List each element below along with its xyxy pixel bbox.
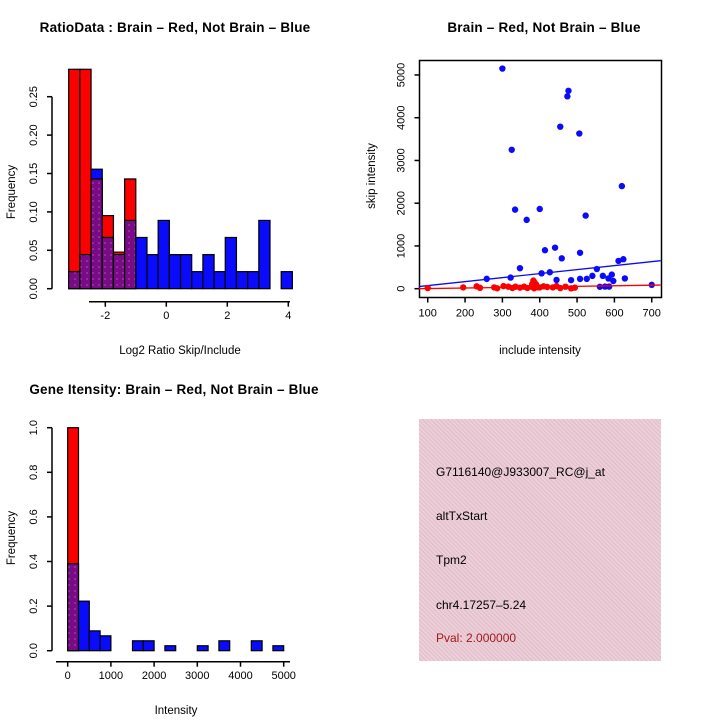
gene-hist-title: Gene Itensity: Brain – Red, Not Brain – Blue: [29, 382, 319, 397]
plot-box: [420, 61, 662, 298]
hist-bar: [251, 641, 262, 651]
blue-data-point: [557, 123, 563, 129]
blue-data-point: [589, 273, 595, 279]
gene-intensity-histogram: [28, 420, 296, 682]
blue-data-point: [559, 255, 565, 261]
ratio-hist-title: RatioData : Brain – Red, Not Brain – Blue: [39, 20, 311, 35]
tick-label: 0.10: [28, 201, 40, 223]
blue-data-point: [499, 65, 505, 71]
scatter-xlabel: include intensity: [499, 345, 581, 357]
tick-label: 0.2: [28, 598, 40, 614]
blue-data-point: [564, 93, 570, 99]
hist-bar: [165, 646, 176, 651]
tick-label: 0.4: [28, 553, 40, 570]
tick-label: 200: [455, 307, 475, 320]
hist-bar: [158, 220, 169, 288]
ratio-hist-ylabel: Frequency: [6, 164, 18, 220]
blue-data-point: [537, 206, 543, 212]
tick-label: 3000: [185, 670, 210, 683]
intensity-scatter: [396, 61, 662, 320]
blue-data-point: [576, 130, 582, 136]
red-data-point: [494, 285, 500, 291]
gene-hist-ylabel: Frequency: [6, 510, 18, 566]
tick-label: 500: [567, 307, 587, 320]
hist-bar: [147, 255, 158, 289]
probe-id-text: G7116140@J933007_RC@j_at: [436, 465, 605, 479]
tick-label: 5000: [271, 670, 296, 683]
blue-data-point: [600, 273, 606, 279]
tick-label: 0.8: [28, 464, 40, 480]
hist-bar: [181, 255, 192, 289]
tick-label: 4000: [395, 105, 408, 130]
hist-bar-overlap: [125, 220, 136, 288]
tick-label: 1000: [395, 233, 408, 259]
blue-data-point: [622, 275, 628, 281]
blue-data-point: [609, 271, 615, 277]
location-text: chr4.17257–5.24: [436, 598, 527, 612]
tick-label: 400: [530, 307, 549, 320]
tick-label: 0.6: [28, 509, 40, 525]
hist-bar: [281, 272, 292, 289]
blue-data-point: [584, 276, 590, 282]
tick-label: 2000: [141, 670, 167, 683]
tick-label: 1000: [98, 670, 124, 683]
blue-data-point: [538, 270, 544, 276]
tick-label: 0: [395, 285, 408, 292]
blue-data-point: [553, 277, 559, 283]
blue-data-point: [610, 278, 616, 284]
hist-bar: [203, 255, 214, 289]
scatter-title: Brain – Red, Not Brain – Blue: [447, 20, 641, 35]
blue-data-point: [577, 276, 583, 282]
tick-label: 5000: [395, 62, 408, 88]
red-data-point: [460, 284, 466, 290]
hist-bar: [192, 272, 203, 289]
gene-info-panel: [419, 419, 661, 661]
hist-bar: [133, 641, 144, 651]
hist-bar: [69, 69, 80, 288]
hist-bar-overlap: [91, 179, 102, 289]
blue-data-point: [597, 284, 603, 290]
hist-bar: [259, 220, 270, 288]
ratio-histogram: [28, 69, 292, 322]
blue-data-point: [517, 265, 523, 271]
blue-data-point: [507, 274, 513, 280]
tick-label: 4: [285, 310, 292, 323]
tick-label: 0.15: [28, 162, 40, 185]
blue-data-point: [509, 147, 515, 153]
hist-bar-overlap: [113, 255, 124, 289]
tick-label: 100: [418, 307, 437, 320]
tick-label: 600: [605, 307, 624, 320]
tick-label: 2000: [395, 190, 408, 216]
tick-label: 0.20: [28, 124, 40, 146]
tick-label: -2: [100, 310, 111, 323]
hist-bar: [100, 636, 111, 651]
blue-data-point: [523, 217, 529, 223]
red-data-point: [544, 284, 550, 290]
tick-label: 4000: [228, 670, 253, 683]
blue-data-point: [606, 283, 612, 289]
event-type-text: altTxStart: [436, 509, 488, 523]
hist-bar: [89, 631, 100, 651]
red-data-point: [572, 284, 578, 290]
blue-data-point: [552, 244, 558, 250]
ratio-hist-xlabel: Log2 Ratio Skip/Include: [119, 345, 241, 357]
pvalue-text: Pval: 2.000000: [436, 631, 517, 645]
gene-hist-xlabel: Intensity: [154, 705, 198, 717]
hist-bar: [143, 641, 154, 651]
blue-data-point: [512, 206, 518, 212]
blue-data-point: [577, 250, 583, 256]
hist-bar: [79, 601, 90, 651]
scatter-ylabel: skip intensity: [366, 143, 378, 209]
blue-data-point: [568, 277, 574, 283]
hist-bar: [136, 237, 147, 288]
tick-label: 700: [642, 307, 661, 320]
tick-label: 0.05: [28, 239, 40, 262]
hist-bar: [236, 272, 247, 289]
tick-label: 1.0: [28, 420, 40, 436]
blue-data-point: [594, 266, 600, 272]
hist-bar: [273, 646, 284, 651]
hist-bar-overlap: [102, 237, 113, 288]
tick-label: 0: [64, 670, 71, 683]
blue-data-point: [484, 276, 490, 282]
tick-label: 0.00: [28, 277, 40, 300]
tick-label: 3000: [395, 148, 408, 173]
blue-data-point: [582, 212, 588, 218]
red-data-point: [562, 283, 568, 289]
gene-name-text: Tpm2: [436, 553, 467, 567]
hist-bar: [225, 237, 236, 288]
hist-bar: [248, 272, 259, 289]
tick-label: 2: [224, 310, 231, 323]
blue-data-point: [565, 88, 571, 94]
hist-bar: [197, 646, 208, 651]
blue-data-point: [542, 247, 548, 253]
tick-label: 0.25: [28, 85, 40, 108]
red-data-point: [425, 285, 431, 291]
tick-label: 0.0: [28, 643, 40, 659]
tick-label: 300: [493, 307, 512, 320]
hist-bar-overlap: [68, 564, 79, 651]
tick-label: 0: [163, 310, 170, 323]
hist-bar-overlap: [69, 272, 80, 289]
red-data-point: [477, 285, 483, 291]
blue-data-point: [619, 183, 625, 189]
hist-bar: [169, 255, 180, 289]
blue-data-point: [620, 256, 626, 262]
hist-bar: [219, 641, 230, 651]
hist-bar: [214, 272, 225, 289]
blue-data-point: [547, 269, 553, 275]
hist-bar-overlap: [80, 255, 91, 289]
